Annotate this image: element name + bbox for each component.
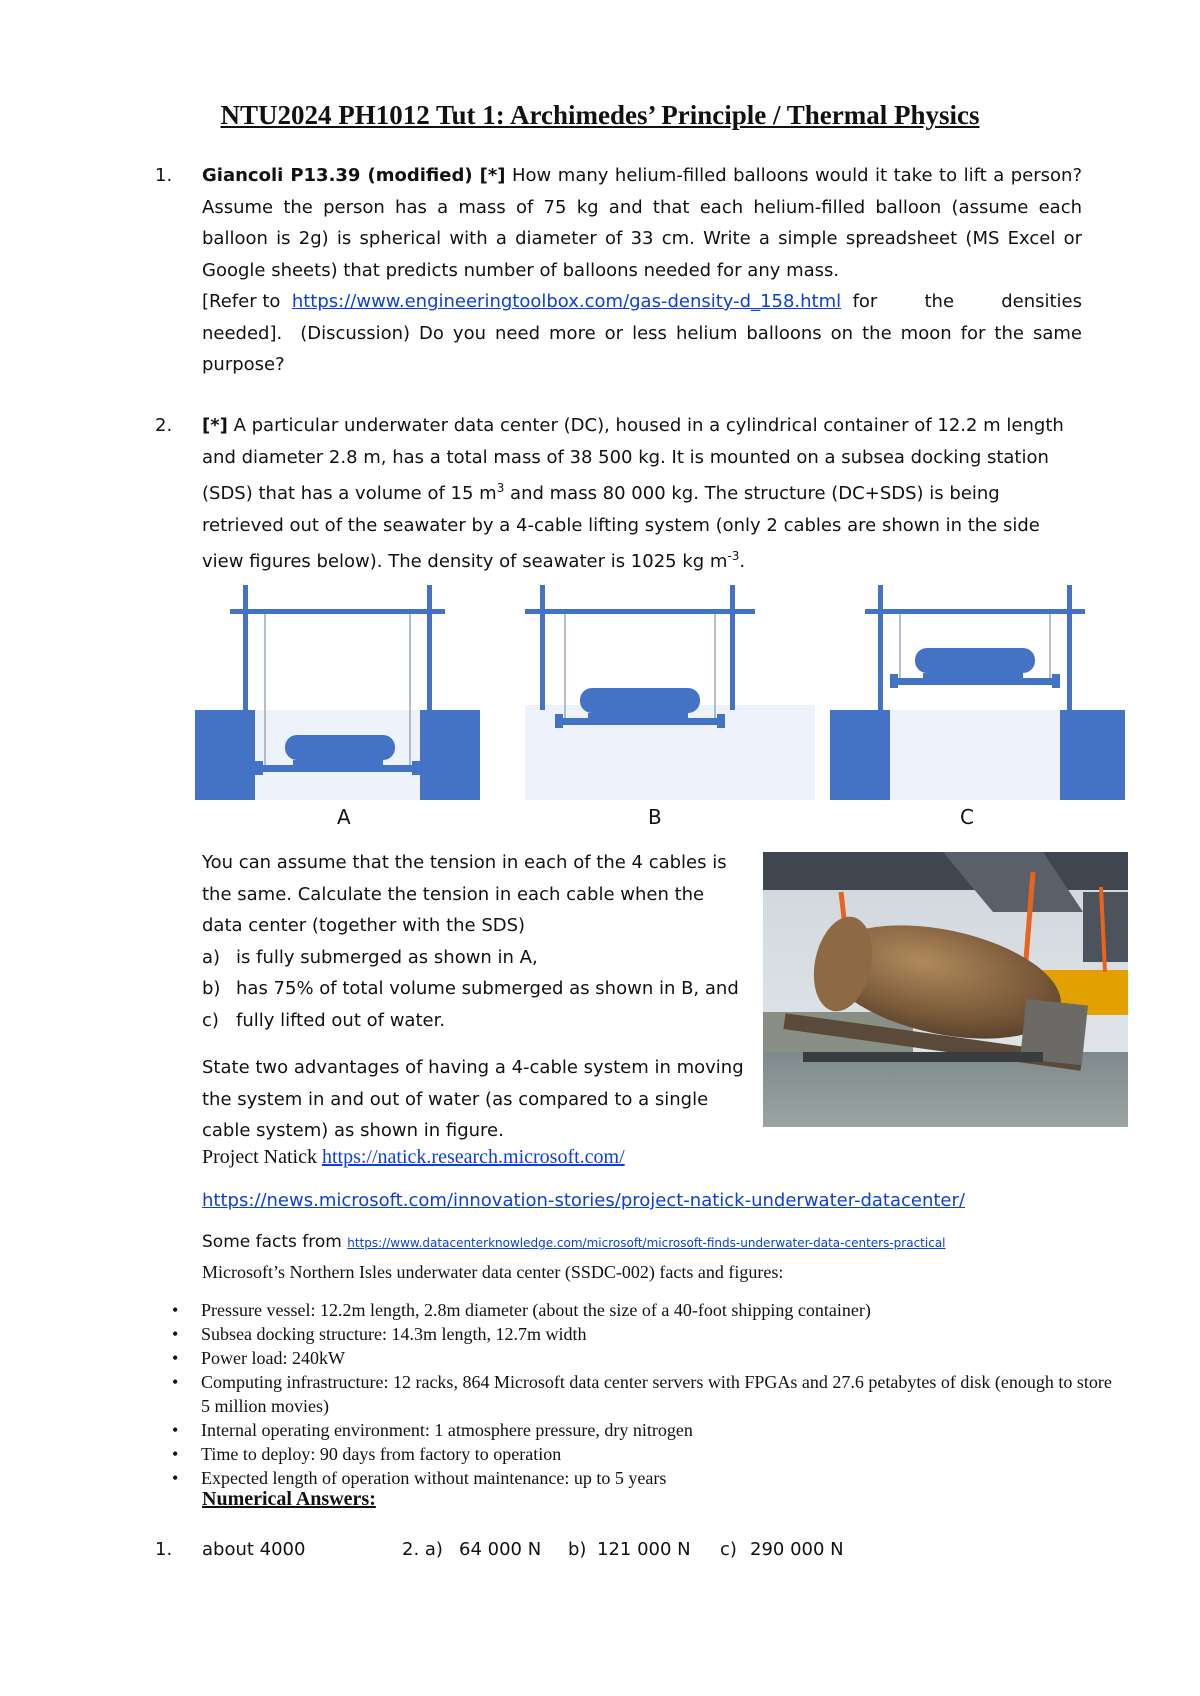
- crane-post-right-a: [427, 585, 432, 710]
- fact-item: [172, 1370, 1112, 1418]
- part-a-text: is fully submerged as shown in A,: [236, 946, 538, 968]
- answer-1-number: 1.: [155, 1539, 173, 1560]
- diagram-label-a: A: [337, 805, 351, 829]
- docking-end-right-c: [1052, 674, 1060, 688]
- answer-2a: 64 000 N: [459, 1539, 542, 1560]
- question-2-difficulty: [*]: [202, 415, 228, 436]
- photo-illustration: [763, 852, 1128, 1127]
- part-a-letter: a): [202, 946, 221, 968]
- question-1-for-the-densities: for the densities: [852, 291, 1082, 312]
- part-c-text: fully lifted out of water.: [236, 1009, 446, 1031]
- news-microsoft-link[interactable]: https://news.microsoft.com/innovation-stories/project-natick-underwater-datacenter/: [202, 1190, 965, 1211]
- question-1-reference-line: [202, 286, 1082, 318]
- bullet-icon: •: [172, 1372, 179, 1392]
- bullet-icon: •: [172, 1468, 179, 1488]
- question-1-text: How many helium-filled balloons would it take to lift a person? Assume the person has a mass of 75 kg and that each helium-filled balloon (assume each balloon is 2g) is spherical with a diameter of 33 cm. Write a simple spreadsheet (MS Excel or Google sheets) that predicts number of balloons needed for any mass.: [202, 165, 1083, 281]
- diagram-label-c: C: [960, 805, 974, 829]
- data-center-c: [915, 648, 1035, 673]
- diagram-panel-a: [195, 585, 480, 800]
- dock-left-a: [195, 710, 255, 800]
- dock-right-a: [420, 710, 480, 800]
- numerical-answers-heading: Numerical Answers:: [202, 1488, 376, 1510]
- fact-item: [172, 1418, 1112, 1442]
- docking-base-b: [588, 713, 688, 718]
- fact-text: Subsea docking structure: 14.3m length, 12.7m width: [201, 1324, 587, 1344]
- data-center-b: [580, 688, 700, 713]
- fact-item: [172, 1322, 1112, 1346]
- question-2-assumption: [202, 847, 747, 1147]
- question-1: [202, 160, 1082, 381]
- docking-end-left-a: [255, 761, 263, 775]
- fact-item: [172, 1346, 1112, 1370]
- part-a: [202, 942, 747, 974]
- engineering-toolbox-link[interactable]: https://www.engineeringtoolbox.com/gas-density-d_158.html: [291, 291, 842, 312]
- project-natick-label: Project Natick: [202, 1146, 317, 1168]
- question-1-source: Giancoli P13.39 (modified) [*]: [202, 165, 506, 186]
- question-2-sup-3: 3: [496, 481, 505, 495]
- part-b: [202, 973, 747, 1005]
- question-2-text-c: .: [739, 551, 746, 572]
- answer-2c: 290 000 N: [750, 1539, 844, 1560]
- question-2: [202, 410, 1082, 578]
- crane-post-left-b: [540, 585, 545, 710]
- diagram-panel-c: [830, 585, 1125, 800]
- bullet-icon: •: [172, 1300, 179, 1320]
- answer-2b: 121 000 N: [597, 1539, 691, 1560]
- docking-station-b: [560, 718, 720, 725]
- crane-beam-c: [865, 609, 1085, 614]
- water-c: [890, 710, 1060, 800]
- natick-research-link[interactable]: https://natick.research.microsoft.com/: [321, 1146, 625, 1168]
- question-2-text-b: and mass 80 000 kg. The structure (DC+SDS) is being retrieved out of the seawater by a 4-cable lifting system (only 2 cables are shown in the side view figures below). The density of seawater is 1025 kg m: [202, 483, 1040, 572]
- docking-end-left-c: [890, 674, 898, 688]
- facts-list: [172, 1298, 1112, 1490]
- fact-text: Pressure vessel: 12.2m length, 2.8m diameter (about the size of a 40-foot shipping container): [201, 1300, 871, 1320]
- diagram-panel-b: [525, 585, 815, 800]
- facts-heading: Microsoft’s Northern Isles underwater data center (SSDC-002) facts and figures:: [202, 1262, 784, 1282]
- part-b-text: has 75% of total volume submerged as shown in B, and: [236, 978, 739, 999]
- part-c-letter: c): [202, 1009, 219, 1031]
- docking-end-right-a: [412, 761, 420, 775]
- part-b-letter: b): [202, 978, 221, 999]
- news-microsoft-line: [202, 1190, 965, 1211]
- crane-post-right-c: [1067, 585, 1072, 710]
- fact-text: Time to deploy: 90 days from factory to operation: [201, 1444, 562, 1464]
- answer-2a-label: 2. a): [402, 1539, 443, 1560]
- docking-end-left-b: [555, 714, 563, 728]
- question-1-discussion-visible: needed]. (Discussion) Do you need more or less helium balloons on the moon for the same purpose?: [202, 322, 1082, 375]
- docking-station-a: [260, 765, 415, 772]
- question-2-text-a: A particular underwater data center (DC), housed in a cylindrical container of 12.2 m length and diameter 2.8 m, has a total mass of 38 500 kg. It is mounted on a subsea docking station (SDS) that has a volume of 15 m: [202, 415, 1064, 504]
- page-title: NTU2024 PH1012 Tut 1: Archimedes’ Principle / Thermal Physics: [220, 100, 980, 130]
- bullet-icon: •: [172, 1420, 179, 1440]
- tension-assumption: You can assume that the tension in each of the 4 cables is the same. Calculate the tension in each cable when the data center (together with the SDS): [202, 852, 727, 936]
- diagram-label-b: B: [648, 805, 662, 829]
- bullet-icon: •: [172, 1324, 179, 1344]
- question-2-sup-neg3: -3: [727, 549, 740, 563]
- question-1-refer: [Refer to: [202, 291, 281, 312]
- docking-end-right-b: [717, 714, 725, 728]
- part-c: [202, 1005, 747, 1037]
- fact-text: Power load: 240kW: [201, 1348, 345, 1368]
- bullet-icon: •: [172, 1348, 179, 1368]
- question-1-number: 1.: [155, 165, 173, 186]
- docking-base-a: [293, 760, 383, 765]
- bullet-icon: •: [172, 1444, 179, 1464]
- fact-text: Expected length of operation without maintenance: up to 5 years: [201, 1468, 667, 1488]
- crane-beam-a: [230, 609, 445, 614]
- data-center-a: [285, 735, 395, 760]
- crane-post-left-a: [243, 585, 248, 710]
- fact-item: [172, 1298, 1112, 1322]
- project-natick-line: [202, 1146, 625, 1169]
- facts-source-line: [202, 1232, 946, 1252]
- crane-post-left-c: [878, 585, 883, 710]
- crane-beam-b: [525, 609, 755, 614]
- fact-item: [172, 1442, 1112, 1466]
- crane-post-right-b: [730, 585, 735, 710]
- answer-2b-label: b): [568, 1539, 587, 1560]
- dock-right-c: [1060, 710, 1125, 800]
- fact-text: Computing infrastructure: 12 racks, 864 Microsoft data center servers with FPGAs and 27.6 petabytes of disk (enough to store 5 million movies): [201, 1372, 1112, 1416]
- docking-base-c: [923, 673, 1023, 678]
- docking-station-c: [895, 678, 1055, 685]
- advantages-question: State two advantages of having a 4-cable system in moving the system in and out of water (as compared to a single cable system) as shown in figure.: [202, 1057, 744, 1141]
- fact-text: Internal operating environment: 1 atmosphere pressure, dry nitrogen: [201, 1420, 693, 1440]
- data-center-lift-photo: [763, 852, 1128, 1127]
- answer-2c-label: c): [720, 1539, 737, 1560]
- datacenter-knowledge-link[interactable]: https://www.datacenterknowledge.com/microsoft/microsoft-finds-underwater-data-centers-practical: [347, 1236, 946, 1250]
- fact-item: [172, 1466, 1112, 1490]
- answer-1: about 4000: [202, 1539, 306, 1560]
- lifting-diagram: [195, 585, 1130, 800]
- facts-intro: Some facts from: [202, 1232, 342, 1252]
- dock-left-c: [830, 710, 890, 800]
- question-2-number: 2.: [155, 415, 173, 436]
